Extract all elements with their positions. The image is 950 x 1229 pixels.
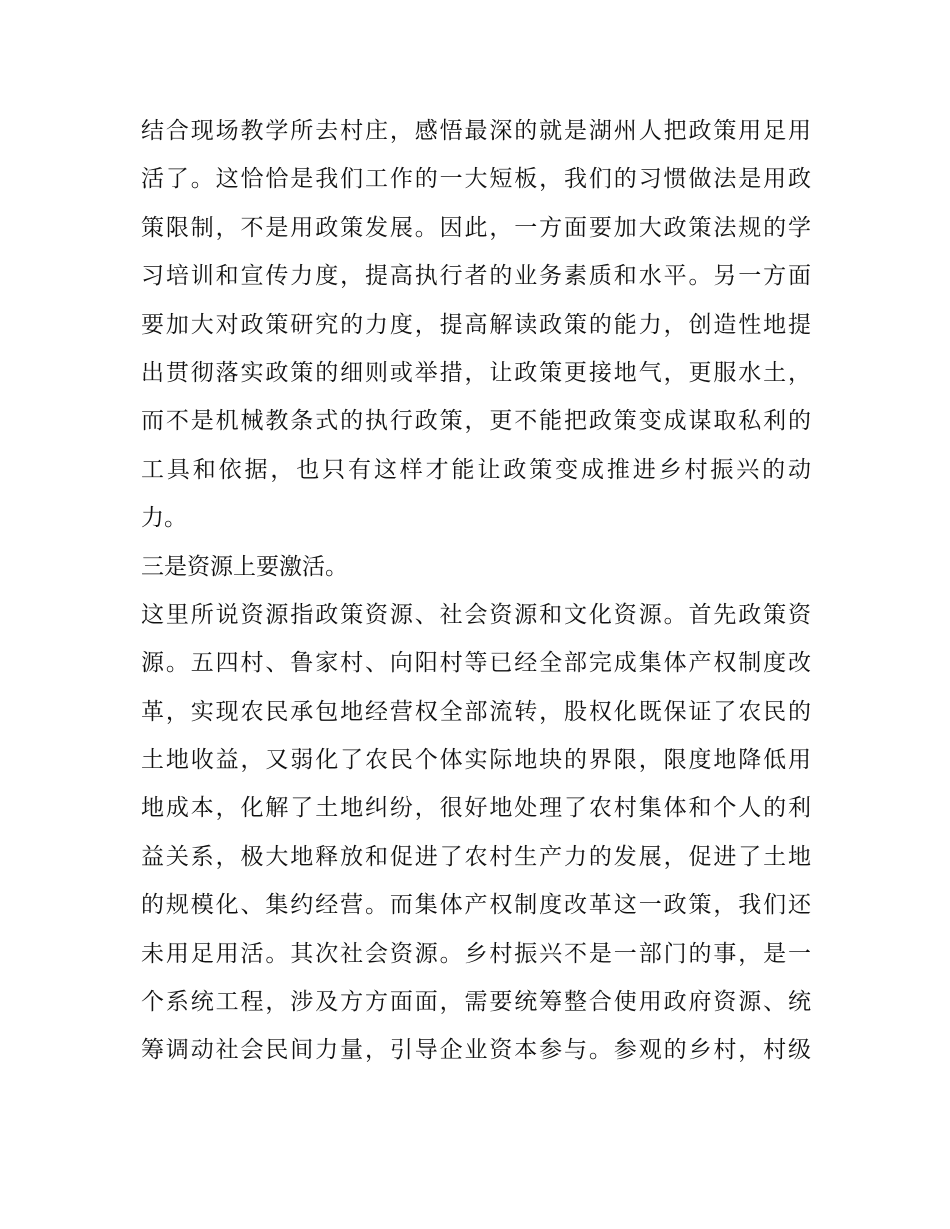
- text-line: 习培训和宣传力度，提高执行者的业务素质和水平。另一方面: [141, 263, 811, 290]
- text-line: 出贯彻落实政策的细则或举措，让政策更接地气，更服水土，: [141, 359, 811, 386]
- text-line: 工具和依据，也只有这样才能让政策变成推进乡村振兴的动: [141, 456, 811, 483]
- heading-line: 三是资源上要激活。: [141, 553, 348, 580]
- text-line: 益关系，极大地释放和促进了农村生产力的发展，促进了土地: [141, 843, 811, 870]
- text-line: 个系统工程，涉及方方面面，需要统筹整合使用政府资源、统: [141, 989, 811, 1016]
- text-line: 而不是机械教条式的执行政策，更不能把政策变成谋取私利的: [141, 408, 811, 435]
- paragraph-resources: [141, 591, 811, 1075]
- text-line: 这里所说资源指政策资源、社会资源和文化资源。首先政策资: [141, 601, 811, 628]
- text-line: 革，实现农民承包地经营权全部流转，股权化既保证了农民的: [141, 698, 811, 725]
- text-line: 的规模化、集约经营。而集体产权制度改革这一政策，我们还: [141, 892, 811, 919]
- text-line: 活了。这恰恰是我们工作的一大短板，我们的习惯做法是用政: [141, 166, 811, 193]
- text-line: 筹调动社会民间力量，引导企业资本参与。参观的乡村，村级: [141, 1037, 811, 1064]
- text-line: 结合现场教学所去村庄，感悟最深的就是湖州人把政策用足用: [141, 118, 811, 144]
- text-line: 要加大对政策研究的力度，提高解读政策的能力，创造性地提: [141, 311, 811, 338]
- text-line: 源。五四村、鲁家村、向阳村等已经全部完成集体产权制度改: [141, 650, 811, 677]
- section-heading: [141, 543, 811, 591]
- text-line: 未用足用活。其次社会资源。乡村振兴不是一部门的事，是一: [141, 940, 811, 967]
- document-body: [141, 107, 811, 1075]
- paragraph-policy: [141, 107, 811, 543]
- text-line: 土地收益，又弱化了农民个体实际地块的界限，限度地降低用: [141, 747, 811, 774]
- text-line: 力。: [141, 505, 187, 532]
- text-line: 地成本，化解了土地纠纷，很好地处理了农村集体和个人的利: [141, 795, 811, 822]
- text-line: 策限制，不是用政策发展。因此，一方面要加大政策法规的学: [141, 214, 811, 241]
